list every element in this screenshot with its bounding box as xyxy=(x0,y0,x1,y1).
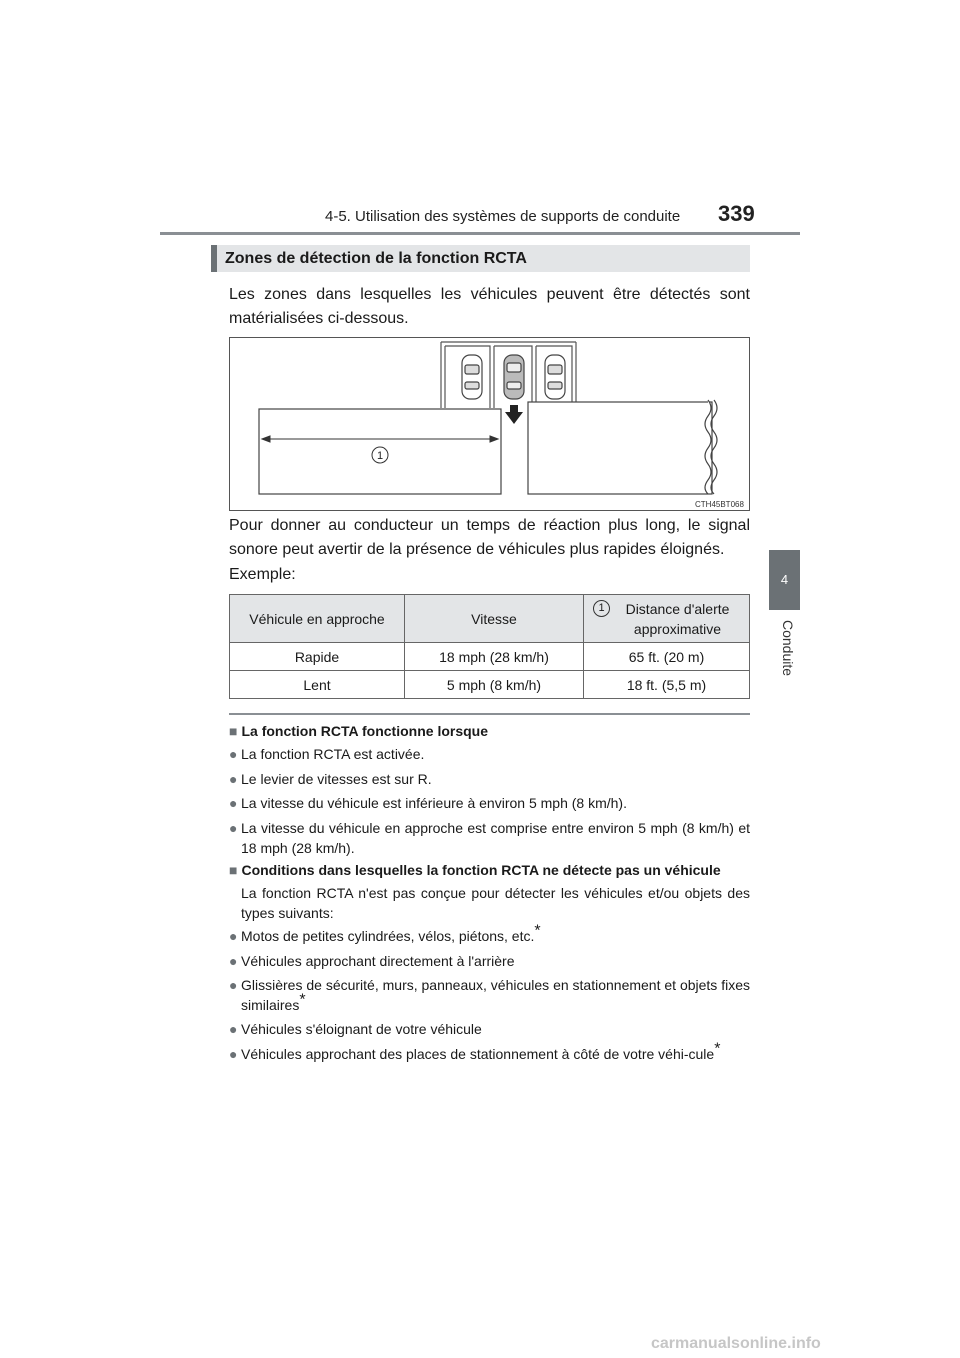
chapter-label: Conduite xyxy=(780,620,796,677)
square-marker: ■ xyxy=(229,723,238,739)
footnote-star: * xyxy=(534,922,541,940)
list-item-text: Le levier de vitesses est sur R. xyxy=(241,771,432,787)
header-callout: 1 xyxy=(593,600,610,617)
list-item-text: Motos de petites cylindrées, vélos, piétons, etc.* xyxy=(241,922,541,944)
table-cell: Rapide xyxy=(230,643,405,671)
page-number: 339 xyxy=(718,201,755,226)
square-marker: ■ xyxy=(229,862,238,878)
table-cell: 18 ft. (5,5 m) xyxy=(584,671,750,699)
list-item-text: Véhicules s'éloignant de votre véhicule xyxy=(241,1021,482,1037)
table-row xyxy=(230,671,750,699)
list-item xyxy=(229,793,750,813)
callout-1-text: 1 xyxy=(376,450,384,462)
site-watermark: carmanualsonline.info xyxy=(651,1335,821,1352)
intro-paragraph: Les zones dans lesquelles les véhicules peuvent être détectés sont matérialisées ci-dessous. xyxy=(229,286,750,327)
col-header-distance xyxy=(584,595,750,643)
section-title: Zones de détection de la fonction RCTA xyxy=(225,250,527,267)
table-cell: 18 mph (28 km/h) xyxy=(405,643,584,671)
figure-code: CTH45BT068 xyxy=(695,500,744,509)
footnote-star: * xyxy=(714,1040,721,1058)
bullet-icon: ● xyxy=(229,928,238,944)
conditions-on-heading-text: La fonction RCTA fonctionne lorsque xyxy=(241,723,489,739)
list-item xyxy=(229,951,750,971)
table-cell: 5 mph (8 km/h) xyxy=(405,671,584,699)
bullet-icon: ● xyxy=(229,1021,238,1037)
list-item-text: La vitesse du véhicule en approche est comprise entre environ 5 mph (8 km/h) et 18 mph (28 km/h). xyxy=(241,820,750,856)
detection-zone-illustration xyxy=(230,338,749,510)
table-cell: Lent xyxy=(230,671,405,699)
table-row xyxy=(230,643,750,671)
parked-car-left xyxy=(462,355,482,399)
bullet-icon: ● xyxy=(229,771,238,787)
list-item xyxy=(229,1040,750,1084)
bullet-icon: ● xyxy=(229,977,238,993)
footnote-star: * xyxy=(299,991,306,1009)
table-cell: 65 ft. (20 m) xyxy=(584,643,750,671)
col-header: Vitesse xyxy=(405,595,584,643)
section-marker xyxy=(211,245,217,272)
bullet-icon: ● xyxy=(229,953,238,969)
conditions-off-intro: La fonction RCTA n'est pas conçue pour détecter les véhicules et/ou objets des types suivants: xyxy=(241,885,750,921)
bullet-icon: ● xyxy=(229,746,238,762)
list-item xyxy=(229,769,750,789)
reversing-car xyxy=(504,355,524,399)
col-header: Distance d'alerte approximative xyxy=(625,600,730,637)
chapter-tab[interactable]: 4 xyxy=(769,550,800,610)
list-item xyxy=(229,744,750,764)
alert-distance-table xyxy=(229,594,750,699)
zone-right xyxy=(528,402,712,494)
conditions-off-heading-text: Conditions dans lesquelles la fonction RCTA ne détecte pas un véhicule xyxy=(241,862,721,878)
list-item-text: La fonction RCTA est activée. xyxy=(241,746,425,762)
list-item-text: Véhicules approchant directement à l'arrière xyxy=(241,953,515,969)
detection-zone-figure xyxy=(229,337,750,511)
conditions-off-heading xyxy=(229,862,721,878)
conditions-on-heading xyxy=(229,723,488,739)
example-label: Exemple: xyxy=(229,566,296,583)
section-divider xyxy=(229,713,750,715)
reverse-arrow xyxy=(505,405,523,424)
list-item-text: Glissières de sécurité, murs, panneaux, véhicules en stationnement et objets fixes similaires* xyxy=(241,977,750,1013)
list-item xyxy=(229,922,750,946)
list-item-text: Véhicules approchant des places de stationnement à côté de votre véhi-cule* xyxy=(241,1040,721,1062)
list-item xyxy=(229,975,750,1015)
bullet-icon: ● xyxy=(229,1046,238,1062)
section-title-bar xyxy=(211,245,750,272)
bullet-icon: ● xyxy=(229,820,238,836)
col-header: Véhicule en approche xyxy=(230,595,405,643)
running-header: 4-5. Utilisation des systèmes de supports de conduite xyxy=(325,208,681,225)
header-rule xyxy=(160,232,800,235)
list-item xyxy=(229,818,750,858)
table-header-row xyxy=(230,595,750,643)
parked-car-right xyxy=(545,355,565,399)
list-item xyxy=(229,1019,750,1039)
bullet-icon: ● xyxy=(229,795,238,811)
reaction-paragraph: Pour donner au conducteur un temps de réaction plus long, le signal sonore peut avertir de la présence de véhicules plus rapides éloignés. xyxy=(229,517,750,558)
list-item-text: La vitesse du véhicule est inférieure à environ 5 mph (8 km/h). xyxy=(241,795,627,811)
